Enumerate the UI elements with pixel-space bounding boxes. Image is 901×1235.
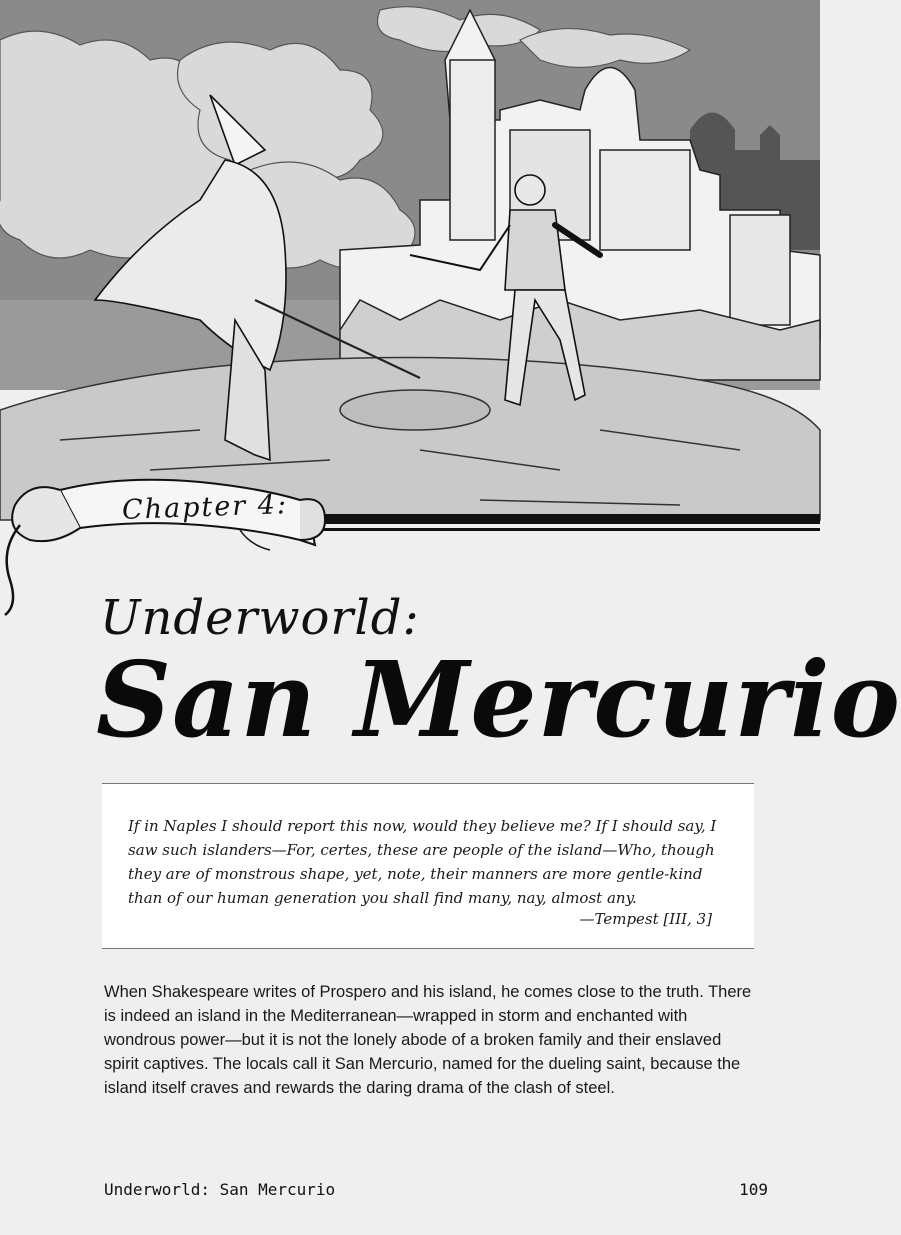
body-paragraph: When Shakespeare writes of Prospero and his island, he comes close to the truth. There is indeed an island in the Mediterranean—wrapped in storm and enchanted with wondrous power—but it is not the lonely abode of a broken family and their enslaved spirit captives. The locals call it San Mercurio, named for the dueling saint, because the island itself craves and rewards the daring drama of the clash of steel. bbox=[104, 983, 752, 1097]
epigraph-text: If in Naples I should report this now, would they believe me? If I should say, I saw such islanders—For, certes, these are people of the island—Who, though they are of monstrous shape, yet, note, their manners are more gentle-kind than of our human generation you shall find many, nay, almost any. bbox=[128, 817, 717, 907]
title-line-2: San Mercurio bbox=[96, 638, 901, 761]
epigraph-box bbox=[102, 783, 754, 949]
page-number: 109 bbox=[739, 1180, 768, 1199]
chapter-label: Chapter 4: bbox=[121, 489, 289, 526]
epigraph-attribution: —Tempest [III, 3] bbox=[579, 910, 712, 928]
footer-running-title: Underworld: San Mercurio bbox=[104, 1180, 336, 1199]
title-line-1: Underworld: bbox=[100, 590, 420, 646]
